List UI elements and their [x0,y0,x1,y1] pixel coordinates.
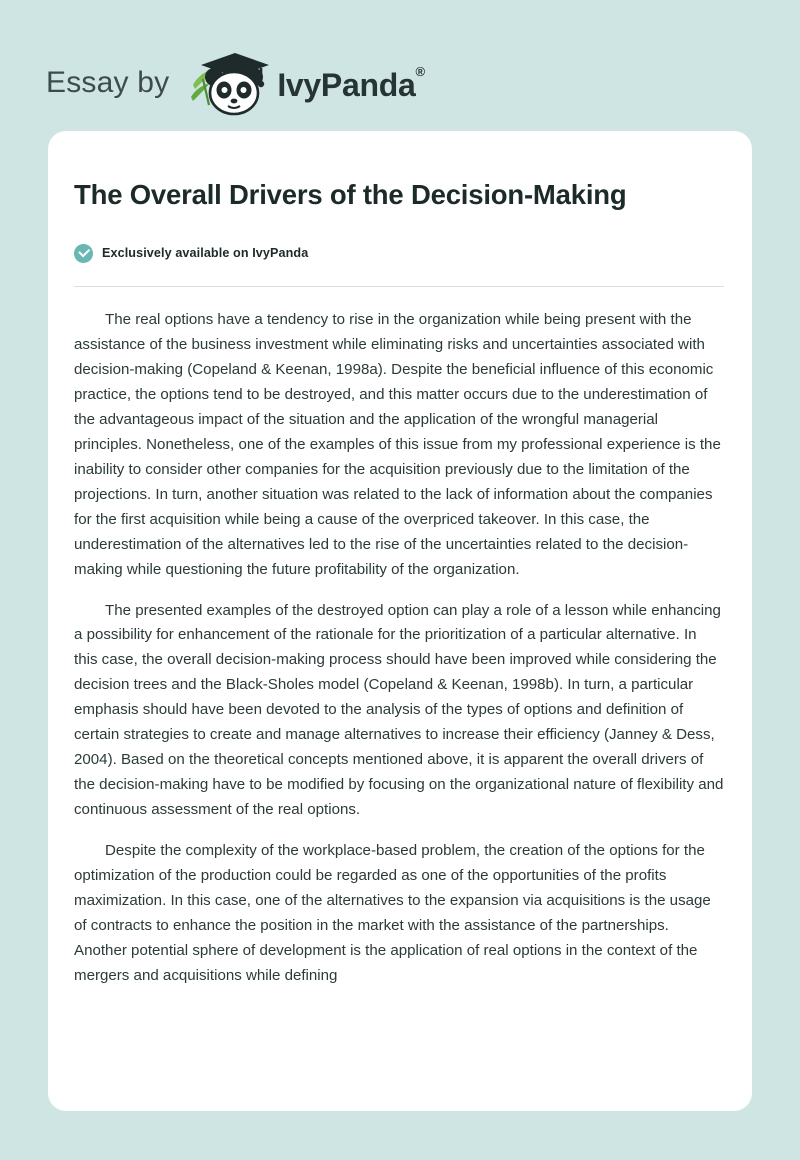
page-title: The Overall Drivers of the Decision-Making [74,179,627,210]
status-badge [74,244,724,263]
essay-by-label: Essay by [46,66,170,99]
panda-graduate-logo-icon [183,49,275,117]
registered-trademark-symbol: ® [415,63,425,79]
brand-logo[interactable] [183,49,424,117]
paragraph: The real options have a tendency to rise in the organization while being present with the assistance of the business investment while eliminating risks and uncertainties associated with decision-making (Copeland & Keenan, 1998a). Despite the beneficial influence of this economic practice, the options tend to be destroyed, and this matter occurs due to the underestimation of the advantageous impact of the situation and the application of the wrongful managerial principles. Nonetheless, one of the examples of this issue from my professional experience is the inability to consider other companies for the acquisition previously due to the limitation of the projections. In turn, another situation was related to the lack of information about the companies for the first acquisition while being a cause of the overpriced takeover. In this case, the underestimation of the alternatives led to the rise of the uncertainties related to the decision-making while questioning the future profitability of the organization. [74,310,721,578]
paragraph: The presented examples of the destroyed option can play a role of a lesson while enhancing a possibility for enhancement of the rationale for the prioritization of a particular alternative. In this case, the overall decision-making process should have been improved while considering the decision trees and the Black-Sholes model (Copeland & Keenan, 1998b). In turn, a particular emphasis should have been devoted to the analysis of the types of options and definition of certain strategies to create and manage alternatives to increase their efficiency (Janney & Dess, 2004). Based on the theoretical concepts mentioned above, it is apparent the overall drivers of the decision-making have to be modified by focusing on the organizational nature of flexibility and continuous assessment of the real options. [74,601,724,819]
site-header [0,0,800,128]
essay-body [74,287,724,989]
check-circle-icon [74,244,93,263]
brand-name: IvyPanda® [277,63,425,103]
paragraph: Despite the complexity of the workplace-based problem, the creation of the options for the optimization of the production could be regarded as one of the opportunities of the profits maximization. In this case, one of the alternatives to the expansion via acquisitions is the usage of contracts to enhance the position in the market with the assistance of the partnerships. Another potential sphere of development is the application of real options in the context of the mergers and acquisitions while defining [74,842,711,985]
essay-card [48,131,752,1111]
status-badge-label: Exclusively available on IvyPanda [102,246,309,261]
